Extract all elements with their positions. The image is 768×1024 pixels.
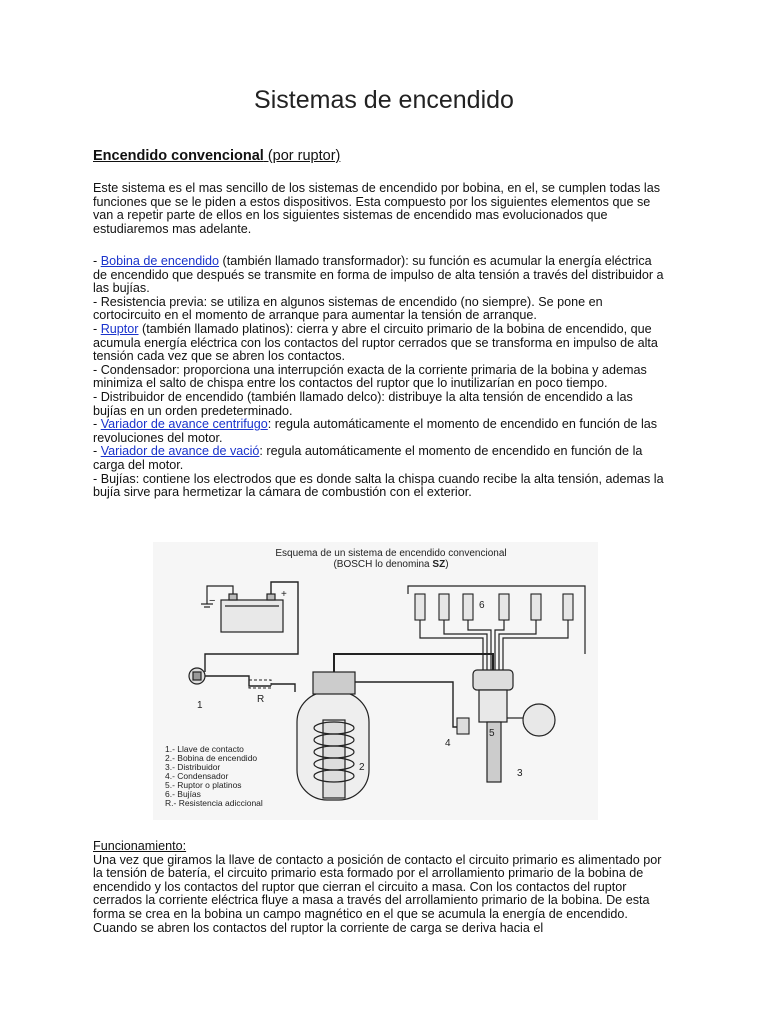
legend-item: 5.- Ruptor o platinos [165, 780, 242, 790]
list-prefix: - [93, 444, 101, 459]
primary-wire [355, 682, 461, 727]
label-4: 4 [445, 738, 451, 749]
label-2: 2 [359, 762, 365, 773]
ignition-diagram-svg [153, 542, 598, 820]
funcionamiento-text: Una vez que giramos la llave de contacto a posición de contacto el circuito primario es alimentado por la tensión de batería, el circuito primario esta formado por el arrollamiento primario de la bobina de encendido y los contactos del ruptor que cierran el circuito a masa. Con los contactos del ruptor cerrados la corriente eléctrica fluye a masa a través del arrollamiento primario de la bobina. De esta forma se crea en la bobina un campo magnético en el que se acumula la energía de encendido. Cuando se abren los contactos del ruptor la corriente de carga se deriva hacia el [93, 852, 662, 935]
resistor-icon [249, 680, 271, 688]
list-item-centrifugo [93, 418, 668, 445]
spark-plugs-icon [415, 594, 573, 620]
battery-icon [221, 594, 283, 632]
components-list [93, 255, 668, 500]
distributor-icon [473, 670, 555, 782]
list-item-resistencia: - Resistencia previa: se utiliza en algunos sistemas de encendido (no siempre). Se pone en cortocircuito en el momento de arranque para aumentar la tensión de arranque. [93, 294, 603, 323]
legend-item: R.- Resistencia adiccional [165, 798, 263, 808]
plus-label: + [281, 589, 287, 600]
link-variador-vacio[interactable]: Variador de avance de vació [100, 444, 260, 459]
funcionamiento-heading: Funcionamiento: [93, 839, 187, 853]
list-item-bobina [93, 255, 668, 296]
resistor-wire [271, 684, 295, 692]
list-prefix: - [93, 417, 101, 432]
ht-cables [408, 586, 585, 672]
list-text: : regula automáticamente el momento de encendido en función de las revoluciones del motor. [93, 417, 658, 445]
list-text: (también llamado transformador): su función es acumular la energía eléctrica de encendido que después se transmite en forma de impulso de alta tensión a través del distribuidor a las bujías. [93, 254, 664, 296]
list-prefix: - [93, 321, 101, 336]
section-heading-paren: (por ruptor) [263, 148, 341, 164]
label-1: 1 [197, 700, 203, 711]
label-3: 3 [517, 768, 523, 779]
link-ruptor[interactable]: Ruptor [100, 321, 139, 336]
legend-item: 1.- Llave de contacto [165, 744, 244, 754]
list-item-condensador: - Condensador: proporciona una interrupción exacta de la corriente primaria de la bobina y ademas minimiza el salto de chispa entre los contactos del ruptor que lo inutilizarían en poco tiempo. [93, 362, 647, 391]
page-title: Sistemas de encendido [254, 86, 514, 114]
section-heading-bold: Encendido convencional [93, 148, 264, 164]
legend-item: 2.- Bobina de encendido [165, 753, 258, 763]
condenser-icon [457, 718, 469, 734]
diagram-legend [165, 744, 263, 808]
label-5: 5 [489, 728, 495, 739]
ignition-diagram [153, 542, 598, 820]
list-item-ruptor [93, 323, 668, 364]
intro-paragraph: Este sistema es el mas sencillo de los sistemas de encendido por bobina, en el, se cumplen todas las funciones que se le piden a estos dispositivos. Esta compuesto por los siguientes elementos que se van a repetir parte de ellos en los siguientes sistemas de encendido mas evolucionados que estudiaremos mas adelante. [93, 181, 661, 236]
label-r: R [257, 694, 265, 705]
ignition-coil-icon [297, 672, 369, 800]
list-text: (también llamado platinos): cierra y abre el circuito primario de la bobina de encendido, que acumula energía eléctrica con los contactos del ruptor cerrados que se transforma en impulso de alta tensión cada vez que se abren los contactos. [93, 321, 658, 364]
funcionamiento-section [93, 840, 668, 935]
diagram-title-line1: Esquema de un sistema de encendido convencional [275, 548, 507, 559]
list-item-distribuidor: - Distribuidor de encendido (también llamado delco): distribuye la alta tensión de encendido a las bujías en un orden predeterminado. [93, 389, 633, 418]
minus-label: − [209, 595, 216, 607]
list-text: : regula automáticamente el momento de encendido en función de la carga del motor. [93, 444, 643, 472]
list-prefix: - [93, 254, 101, 268]
legend-item: 4.- Condensador [165, 771, 229, 781]
list-item-vacio [93, 445, 668, 472]
list-item-bujias: - Bujías: contiene los electrodos que es donde salta la chispa cuando recibe la alta tensión, ademas la bujía sirve para hermetizar la cámara de combustión con el exterior. [93, 471, 664, 500]
legend-item: 3.- Distribuidor [165, 762, 221, 772]
ht-lead [334, 654, 493, 677]
link-variador-centrifugo[interactable]: Variador de avance centrifugo [100, 417, 268, 432]
label-6: 6 [479, 600, 485, 611]
legend-item: 6.- Bujías [165, 789, 201, 799]
key-wire [205, 676, 271, 686]
section-heading [93, 148, 340, 164]
link-bobina-de-encendido[interactable]: Bobina de encendido [100, 254, 220, 268]
diagram-title-line2: (BOSCH lo denomina SZ) [333, 559, 449, 570]
ignition-key-icon [189, 668, 205, 684]
